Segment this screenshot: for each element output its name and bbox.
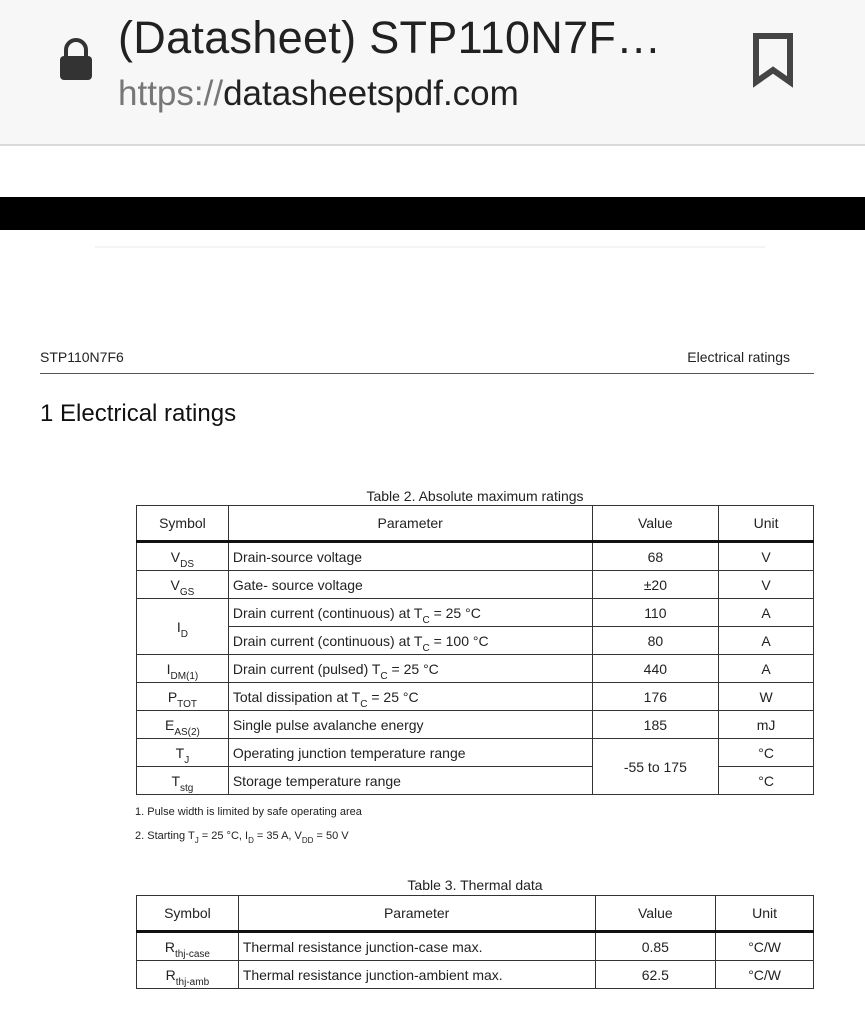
value-cell: 176: [592, 683, 719, 711]
parameter-cell: Drain current (continuous) at $T_C = 100$ °C: [228, 627, 592, 655]
header-value: Value: [595, 896, 716, 932]
parameter-cell: Thermal resistance junction-ambient max.: [238, 961, 595, 989]
parameter-cell: Gate- source voltage: [228, 571, 592, 599]
unit-cell: A: [719, 599, 814, 627]
unit-cell: mJ: [719, 711, 814, 739]
symbol-cell: $E_{AS(2)}$: [137, 711, 229, 739]
unit-cell: °C: [719, 739, 814, 767]
header-unit: Unit: [716, 896, 814, 932]
table-row: [137, 932, 814, 961]
table-row: [137, 683, 814, 711]
value-cell: 440: [592, 655, 719, 683]
table2-caption: Table 2. Absolute maximum ratings: [366, 488, 584, 504]
url-bar[interactable]: [118, 74, 519, 114]
unit-cell: °C: [719, 767, 814, 795]
value-cell: 0.85: [595, 932, 716, 961]
unit-cell: °C/W: [716, 961, 814, 989]
unit-cell: V: [719, 571, 814, 599]
doc-header-section: Electrical ratings: [687, 349, 790, 365]
table-row: [137, 627, 814, 655]
value-cell: -55 to 175: [592, 739, 719, 795]
value-cell: 185: [592, 711, 719, 739]
parameter-cell: Drain-source voltage: [228, 542, 592, 571]
doc-header-part-number: STP110N7F6: [40, 349, 124, 365]
table-row: [137, 961, 814, 989]
symbol-cell: $V_{GS}$: [137, 571, 229, 599]
lock-icon: [58, 38, 94, 82]
unit-cell: °C/W: [716, 932, 814, 961]
table3-caption: Table 3. Thermal data: [407, 877, 543, 893]
parameter-cell: Drain current (continuous) at $T_C = 25$ °C: [228, 599, 592, 627]
unit-cell: V: [719, 542, 814, 571]
header-symbol: Symbol: [137, 506, 229, 542]
symbol-cell: $P_{TOT}$: [137, 683, 229, 711]
header-parameter: Parameter: [228, 506, 592, 542]
parameter-cell: Thermal resistance junction-case max.: [238, 932, 595, 961]
value-cell: ±20: [592, 571, 719, 599]
parameter-cell: Storage temperature range: [228, 767, 592, 795]
symbol-cell: $T_{stg}$: [137, 767, 229, 795]
unit-cell: A: [719, 627, 814, 655]
table-row: [137, 739, 814, 767]
section-title: 1 Electrical ratings: [40, 400, 237, 427]
table2-note-2: 2. Starting $T_J = 25$ °C, $I_D = 35$ A, $V_{DD} = 50$ V: [135, 830, 349, 845]
table2-note-1: 1. Pulse width is limited by safe operating area: [135, 806, 362, 818]
url-host: datasheetspdf.com: [223, 74, 519, 113]
page-title[interactable]: (Datasheet) STP110N7F…: [118, 12, 662, 63]
symbol-cell: $R_{thj-amb}$: [137, 961, 239, 989]
symbol-cell: $V_{DS}$: [137, 542, 229, 571]
parameter-cell: Single pulse avalanche energy: [228, 711, 592, 739]
header-rule: [40, 373, 814, 374]
table2-absolute-maximum-ratings: [136, 505, 814, 795]
symbol-cell: $I_{DM(1)}$: [137, 655, 229, 683]
symbol-cell: $I_D$: [137, 599, 229, 655]
url-scheme: https://: [118, 74, 224, 113]
value-cell: 110: [592, 599, 719, 627]
parameter-cell: Operating junction temperature range: [228, 739, 592, 767]
table-row: [137, 542, 814, 571]
value-cell: 62.5: [595, 961, 716, 989]
symbol-cell: $R_{thj-case}$: [137, 932, 239, 961]
unit-cell: W: [719, 683, 814, 711]
header-unit: Unit: [719, 506, 814, 542]
parameter-cell: Drain current (pulsed) $T_C = 25$ °C: [228, 655, 592, 683]
table-header-row: [137, 506, 814, 542]
table-header-row: [137, 896, 814, 932]
table-row: [137, 655, 814, 683]
value-cell: 68: [592, 542, 719, 571]
bookmark-icon[interactable]: [752, 32, 794, 88]
table-row: [137, 571, 814, 599]
header-parameter: Parameter: [238, 896, 595, 932]
parameter-cell: Total dissipation at $T_C = 25$ °C: [228, 683, 592, 711]
symbol-cell: $T_J$: [137, 739, 229, 767]
header-value: Value: [592, 506, 719, 542]
browser-top-bar: [0, 0, 865, 146]
table-row: [137, 599, 814, 627]
black-band: [0, 197, 865, 230]
value-cell: 80: [592, 627, 719, 655]
header-symbol: Symbol: [137, 896, 239, 932]
divider: [95, 246, 765, 248]
table-row: [137, 711, 814, 739]
table3-thermal-data: [136, 895, 814, 989]
unit-cell: A: [719, 655, 814, 683]
